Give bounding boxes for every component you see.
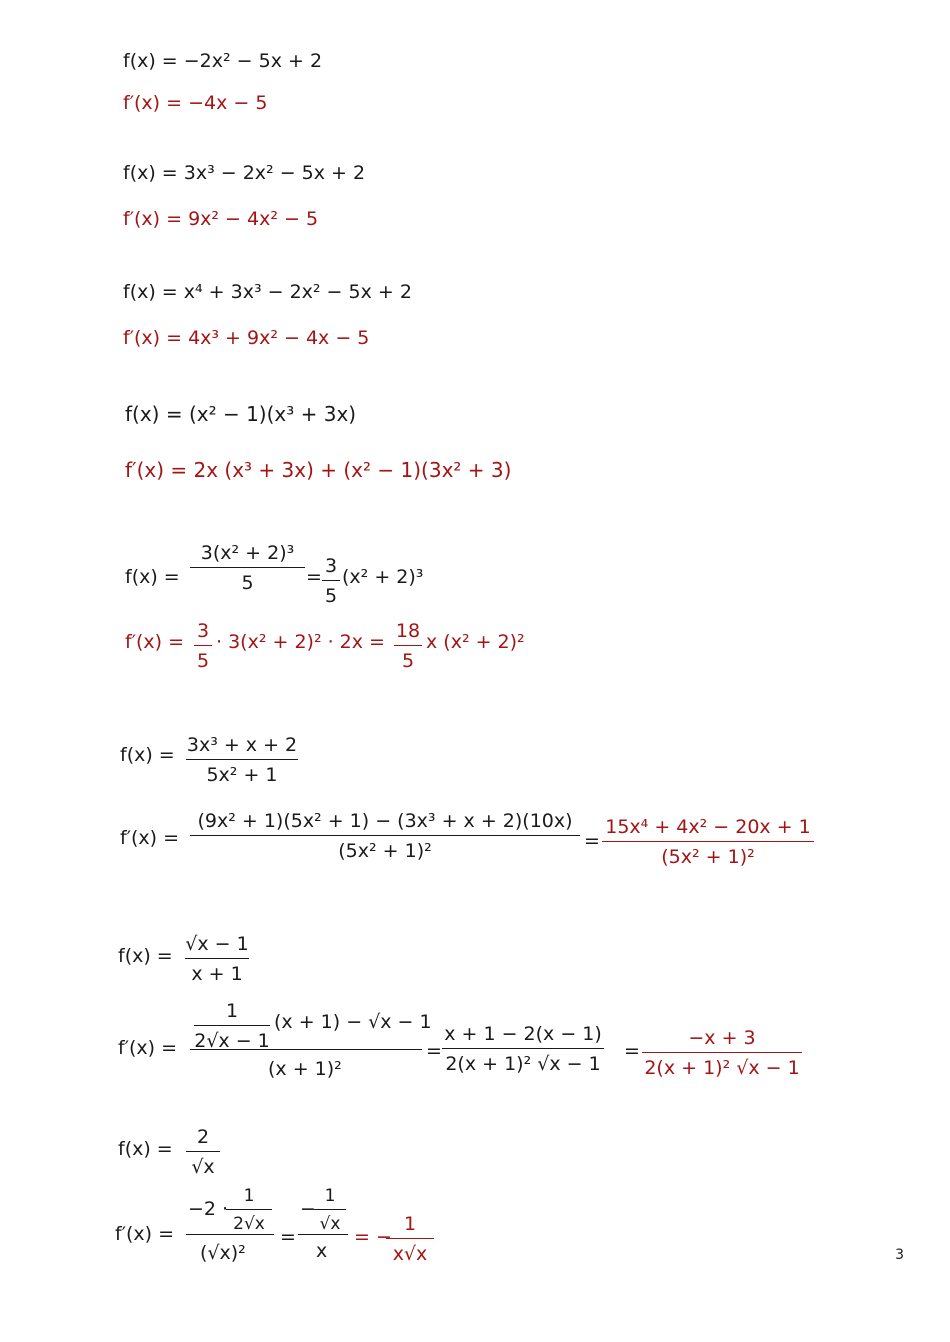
function-5-numerator: 3(x² + 2)³ (200, 542, 295, 564)
function-5-equals: = (306, 566, 322, 588)
function-2: f(x) = 3x³ − 2x² − 5x + 2 (123, 162, 366, 184)
derivative-2: f′(x) = 9x² − 4x² − 5 (123, 208, 319, 230)
derivative-5-lhs: f′(x) = (125, 631, 185, 653)
function-5-denominator: 5 (241, 572, 254, 594)
function-8-lhs: f(x) = (118, 1138, 173, 1160)
derivative-8-denominator: (√x)² (200, 1242, 246, 1264)
derivative-6-result-denominator: (5x² + 1)² (661, 846, 755, 868)
function-7-lhs: f(x) = (118, 945, 173, 967)
coef-num: 3 (324, 555, 338, 577)
derivative-8-middle-prefix: − (300, 1198, 316, 1220)
derivative-7-equals-1: = (426, 1040, 442, 1062)
function-6-fraction (186, 734, 298, 786)
derivative-7-denominator: (x + 1)² (268, 1058, 342, 1080)
derivative-7-inner-fraction (194, 1000, 270, 1052)
derivative-6-lhs: f′(x) = (120, 827, 180, 849)
derivative-7-middle (442, 1023, 604, 1075)
derivative-8-middle-bar (298, 1234, 348, 1235)
derivative-3: f′(x) = 4x³ + 9x² − 4x − 5 (123, 327, 370, 349)
derivative-8-result (386, 1213, 434, 1265)
function-4: f(x) = (x² − 1)(x³ + 3x) (125, 402, 357, 426)
inner-num: 1 (225, 1000, 239, 1022)
function-8-fraction (186, 1126, 220, 1178)
result-den: x√x (392, 1243, 428, 1265)
function-5-fraction (190, 542, 305, 594)
function-5-coefficient (322, 555, 340, 607)
derivative-6-equals: = (584, 830, 600, 852)
derivative-6-denominator: (5x² + 1)² (338, 840, 432, 862)
inner-den: 2√x − 1 (194, 1030, 270, 1052)
function-6-denominator: 5x² + 1 (206, 764, 278, 786)
derivative-6-fraction (190, 810, 580, 862)
coef-num: 18 (395, 620, 421, 642)
derivative-7-numerator-tail: (x + 1) − √x − 1 (274, 1011, 432, 1033)
mid-num: x + 1 − 2(x − 1) (444, 1023, 602, 1045)
derivative-5-coefficient-1 (194, 620, 212, 672)
coef-num: 3 (196, 620, 210, 642)
inner-den: 2√x (233, 1214, 265, 1234)
derivative-6-numerator: (9x² + 1)(5x² + 1) − (3x³ + x + 2)(10x) (197, 810, 573, 832)
function-8-numerator: 2 (196, 1126, 210, 1148)
result-num: 1 (403, 1213, 417, 1235)
result-num: −x + 3 (688, 1027, 756, 1049)
derivative-8-lhs: f′(x) = (115, 1223, 175, 1245)
derivative-7-result (642, 1027, 802, 1079)
function-1: f(x) = −2x² − 5x + 2 (123, 50, 323, 72)
page-number: 3 (895, 1247, 904, 1263)
result-den: 2(x + 1)² √x − 1 (644, 1057, 800, 1079)
derivative-4: f′(x) = 2x (x³ + 3x) + (x² − 1)(3x² + 3) (125, 458, 512, 482)
function-6-numerator: 3x³ + x + 2 (186, 734, 298, 756)
derivative-7-equals-2: = (624, 1040, 640, 1062)
function-7-fraction (185, 933, 249, 985)
derivative-8-inner-fraction (226, 1186, 272, 1234)
derivative-5-middle: · 3(x² + 2)² · 2x = (216, 631, 385, 653)
derivative-7-lhs: f′(x) = (118, 1037, 178, 1059)
derivative-8-numerator-prefix: −2 · (188, 1198, 229, 1220)
mid-den: 2(x + 1)² √x − 1 (445, 1053, 601, 1075)
function-7-denominator: x + 1 (191, 963, 243, 985)
derivative-8-bar (186, 1234, 274, 1235)
derivative-7-bar (190, 1049, 422, 1050)
inner-num: 1 (324, 1186, 336, 1206)
inner-num: 1 (243, 1186, 255, 1206)
function-5-lhs: f(x) = (125, 566, 180, 588)
function-6-lhs: f(x) = (120, 744, 175, 766)
derivative-6-result (602, 816, 814, 868)
function-5-tail: (x² + 2)³ (342, 566, 424, 588)
derivative-8-equals-1: = (280, 1226, 296, 1248)
derivative-5-tail: x (x² + 2)² (426, 631, 525, 653)
derivative-1: f′(x) = −4x − 5 (123, 92, 268, 114)
coef-den: 5 (196, 650, 210, 672)
derivative-8-middle-denominator: x (316, 1240, 328, 1262)
function-8-denominator: √x (191, 1156, 215, 1178)
function-3: f(x) = x⁴ + 3x³ − 2x² − 5x + 2 (123, 281, 412, 303)
function-7-numerator: √x − 1 (185, 933, 249, 955)
derivative-8-equals-2: = − (354, 1226, 392, 1248)
derivative-6-result-numerator: 15x⁴ + 4x² − 20x + 1 (605, 816, 811, 838)
coef-den: 5 (324, 585, 338, 607)
inner-den: √x (319, 1214, 341, 1234)
coef-den: 5 (401, 650, 415, 672)
derivative-8-middle-inner (314, 1186, 346, 1234)
derivative-5-coefficient-2 (394, 620, 422, 672)
